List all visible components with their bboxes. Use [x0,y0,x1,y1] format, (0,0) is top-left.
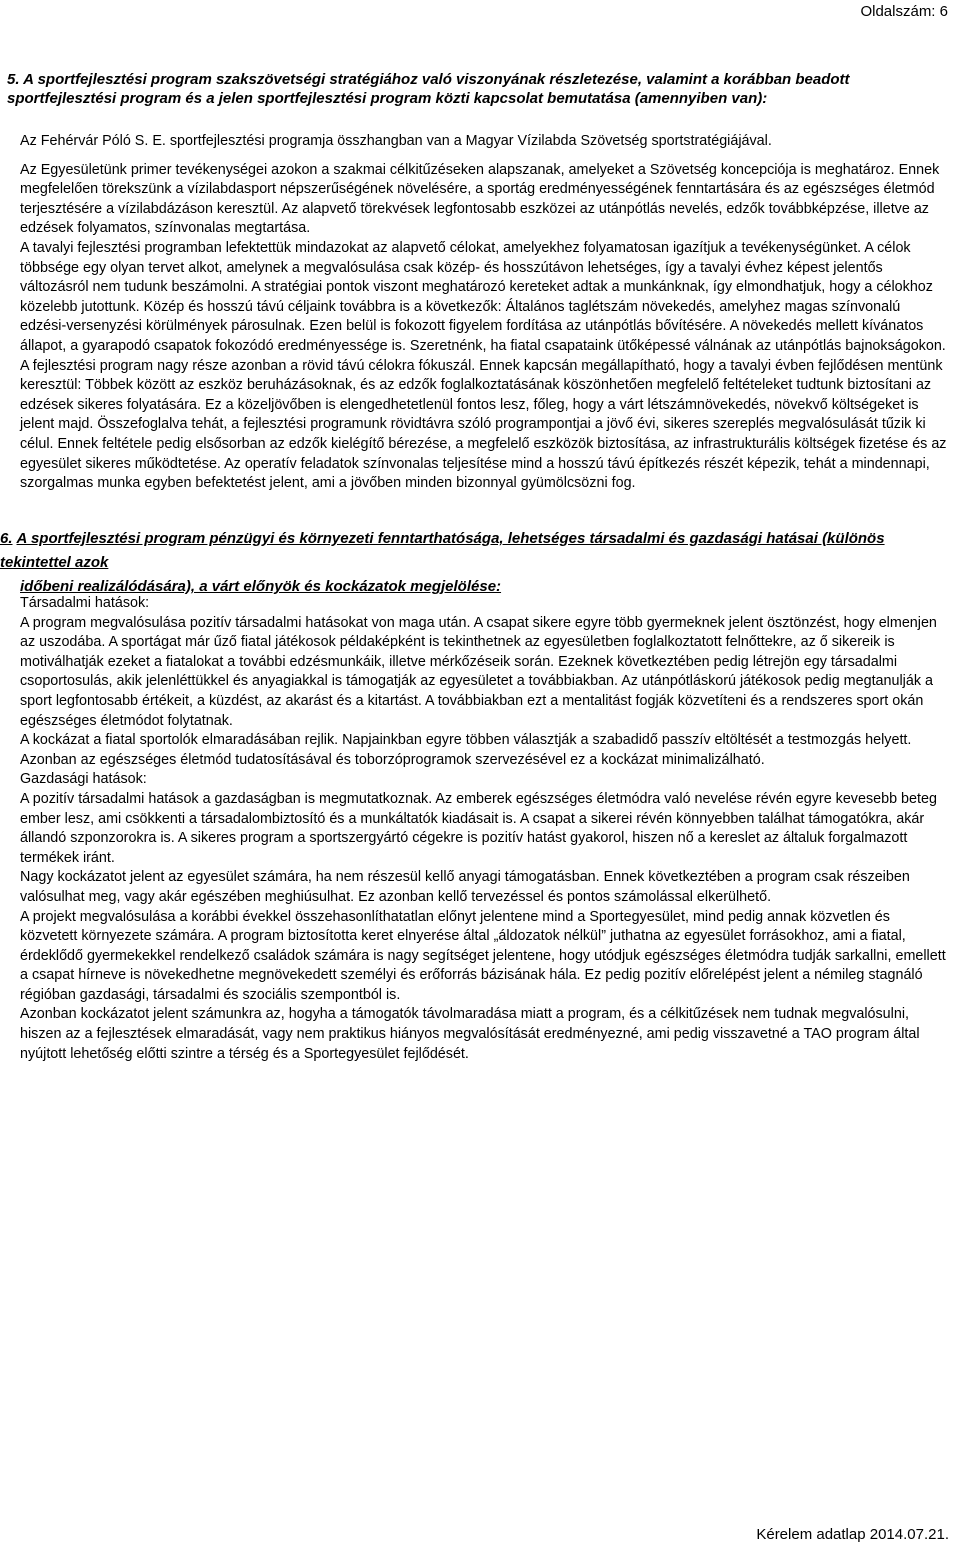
section-5-heading: 5. A sportfejlesztési program szakszövetségi stratégiához való viszonyának részletezése, valamint a korábban beadott sportfejlesztési program és a jelen sportfejlesztési program közti kapcsolat bemutatása (amennyiben van): [7,71,850,107]
section-5-body [20,132,947,494]
section-6-paragraph: Azonban kockázatot jelent számunkra az, hogyha a támogatók távolmaradása miatt a program, és a célkitűzések nem tudnak megvalósulni, hiszen az a fejlesztések elmaradását, vagy nem praktikus hiányos megvalósítását eredményezné, ami pedig visszavetné a TAO program által nyújtott lehetőség előtti szintre a térség és a Sportegyesület fejlődését. [20,1006,920,1062]
section-6-heading [0,527,958,599]
section-6-paragraph: A kockázat a fiatal sportolók elmaradásában rejlik. Napjainkban egyre többen választják a szabadidő passzív eltöltését a testmozgás helyett. Azonban az egészséges életmód tudatosításával és toborzóprogramok szervezésével ez a kockázat minimalizálható. [20,732,912,768]
subheading-social-impacts: Társadalmi hatások: [20,595,150,611]
section-5-lead: Az Fehérvár Póló S. E. sportfejlesztési programja összhangban van a Magyar Vízilabda Szövetség sportstratégiájával. [20,133,772,149]
page-number: Oldalszám: 6 [860,3,948,20]
section-6-body [20,594,947,1064]
section-6-paragraph: A projekt megvalósulása a korábbi évekkel összehasonlíthatatlan előnyt jelentene mind a Sportegyesület, mind pedig annak közvetlen és közvetett környezete számára. A program biztosította keret elnyerése által „áldozatok nélkül” juthatna az egyesület forrásokhoz, ami a fiatal, érdeklődő gyermekekkel rendelkező családok számára is nagy segítséget jelentene, hogy utódjuk egészséges életmódra tudják sarkallni, emellett a csapat hírneve is növekedhetne megnövekedett személyi és erőforrás bázisának hála. Ez pedig pozitív előrelépést jelent a némileg stagnáló régióban gazdasági, társadalmi és szociális szempontból is. [20,908,946,1003]
section-6-number: 6. [0,530,13,547]
section-6-paragraph: Nagy kockázatot jelent az egyesület számára, ha nem részesül kellő anyagi támogatásban. Ennek következtében a program csak részeiben valósulhat meg, vagy akár egészében meghiúsulhat. Ez azonban kellő tervezéssel és pontos számolással elkerülhető. [20,869,910,905]
section-6-heading-line-2: időbeni realizálódására), a várt előnyök és kockázatok megjelölése: [20,578,502,595]
section-6-paragraph: A pozitív társadalmi hatások a gazdaságban is megmutatkoznak. Az emberek egészséges életmódra való nevelése révén egyre kevesebb beteg ember lesz, ami csökkenti a társadalombiztosító és a munkáltatók kiadásait is. A csapat a sikerei révén könnyebben találhat támogatókra, akár állandó szponzorokra is. A sikeres program a sportszergyártó cégekre is pozitív hatást gyakorol, hiszen nő a kereslet az általuk forgalmazott termékek iránt. [20,790,937,866]
section-6-paragraph: A program megvalósulása pozitív társadalmi hatásokat von maga után. A csapat sikere egyre több gyermeknek jelent ösztönzést, hogy elmenjen az uszodába. A sportágat már űző fiatal játékosok példaképként is tekinthetnek az egyesületben foglalkoztatott felnőttekre, az ő sikereik is motiválhatják ezeket a fiatalokat a további edzésmunkáik, illetve mérkőzéseik során. Ezeknek következtében pedig létrejön egy társadalmi csoportosulás, akik jelenléttükkel és anyagiakkal is támogatják az egyesületet a továbbiakban. Az utánpótláskorú játékosok pedig megtanulják a sport legfontosabb értékeit, a küzdést, az akarást és a kitartást. A továbbiakban ezt a mentalitást fogják közvetíteni és a rendszeres sport okán egészséges életmódot folytatnak. [20,614,937,729]
section-5-paragraph: Az Egyesületünk primer tevékenységei azokon a szakmai célkitűzéseken alapszanak, amelyeket a Szövetség koncepciója is meghatároz. Ennek megfelelően törekszünk a vízilabdasport népszerűségének növelésére, a sportág eredményességének fenntartására és az egészséges életmód terjesztésére a vízilabdázáson keresztül. Az alapvető törekvések legfontosabb eszközei az utánpótlás nevelés, edzők továbbképzése, illetve az edzések folyamatos, színvonalas megtartása. [20,161,940,237]
section-6-heading-line-1: A sportfejlesztési program pénzügyi és környezeti fenntarthatósága, lehetséges társadalmi és gazdasági hatásai (különös tekintettel azok [0,530,885,571]
footer-form-date: Kérelem adatlap 2014.07.21. [756,1526,949,1543]
subheading-economic-impacts: Gazdasági hatások: [20,771,147,788]
section-5-paragraph: A tavalyi fejlesztési programban lefektettük mindazokat az alapvető célokat, amelyekhez folyamatosan igazítjuk a tevékenységünket. A célok többsége egy olyan tervet alkot, amelynek a megvalósulása csak közép- és hosszútávon lehetséges, így a tavalyi évhez képest jelentős változásról nem tudunk beszámolni. A stratégiai pontok viszont meghatározó kereteket adtak a munkánknak, így elmondhatjuk, hogy a célokhoz közelebb jutottunk. Közép és hosszú távú céljaink továbbra is a következők: Általános taglétszám növekedés, amelyhez magas színvonalú edzési-versenyzési körülmények párosulnak. Ezen belül is fokozott figyelem fordítása az utánpótlás bővítésére. A növekedés mellett kívánatos állapot, a gyarapodó csapatok fokozódó eredményessége is. Szeretnénk, ha fiatal csapataink ütőképessé válnának az utánpótlás bajnokságokon. A fejlesztési program nagy része azonban a rövid távú célokra fókuszál. Ennek kapcsán megállapítható, hogy a tavalyi évben fejlődésen mentünk keresztül: Többek között az eszköz beruházásoknak, és az edzők foglalkoztatásának köszönhetően megfelelő feltételeket tudtunk biztosítani az edzések sikeres folyatására. Ez a közeljövőben is elengedhetetlenül fontos lesz, főleg, hogy a várt létszámnövekedés, növekvő költségeket is jelent majd. Összefoglalva tehát, a fejlesztési programunk rövidtávra szóló programpontjai a jövő évi, sikeres szereplés megvalósulását tűzik ki célul. Ennek feltétele pedig elsősorban az edzők kielégítő bérezése, a megfelelő eszközök biztosítása, az infrastrukturális költségek fizetése és az egyesület sikeres működtetése. Az operatív feladatok színvonalas teljesítése mind a hosszú távú építkezés részét képezik, tehát a mindennapi, szorgalmas munka egyben befektetést jelent, ami a jövőben minden bizonnyal gyümölcsözni fog. [20,239,947,492]
